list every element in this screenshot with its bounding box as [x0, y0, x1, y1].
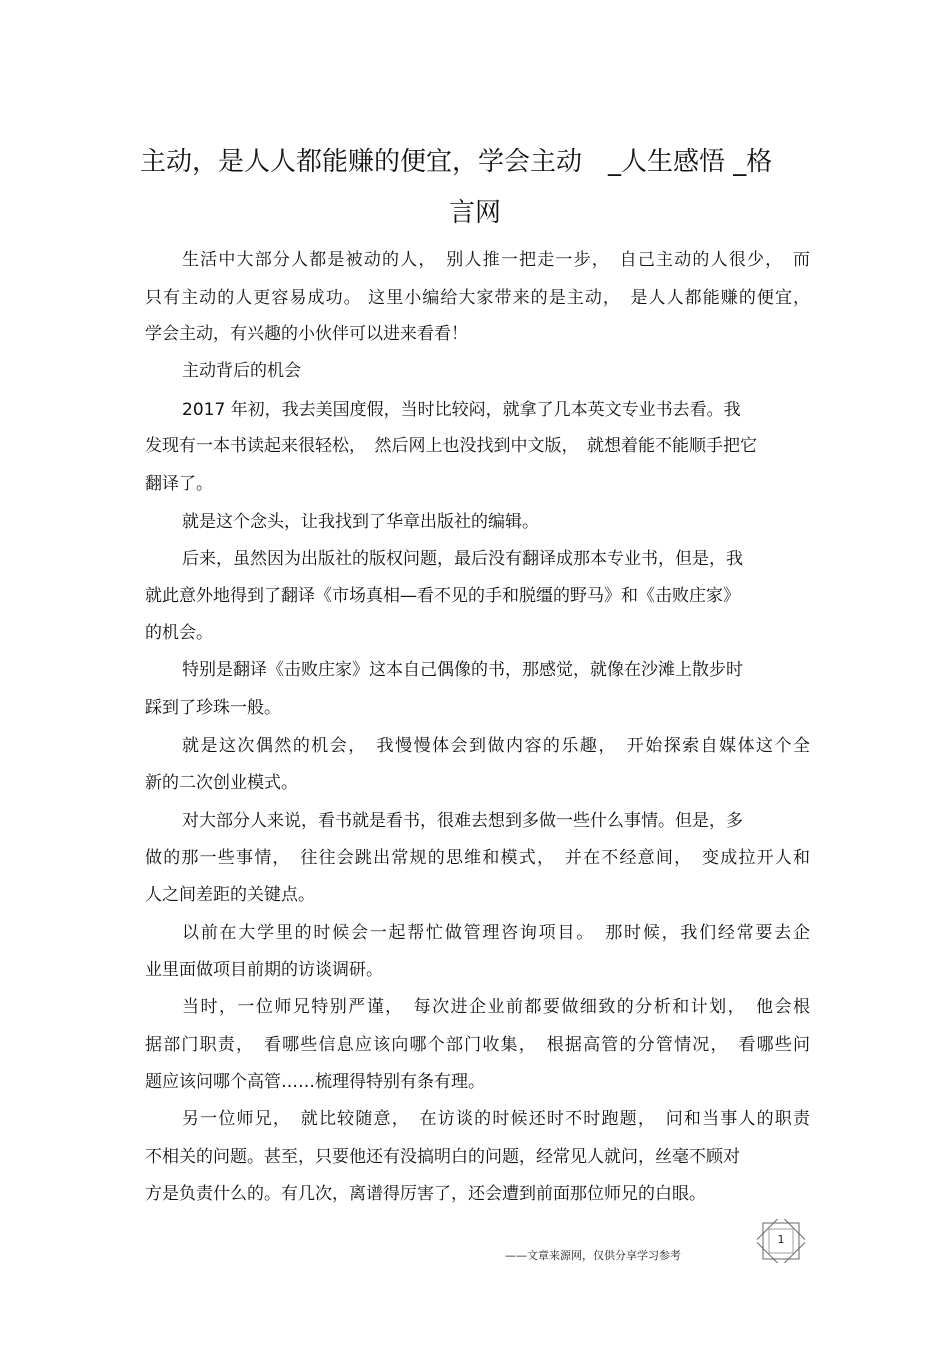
document-title-line-2: 言网 [448, 198, 501, 228]
body-line: 据部门职责， 看哪些信息应该向哪个部门收集， 根据高管的分管情况， 看哪些问 [145, 1035, 810, 1055]
body-line: 另一位师兄， 就比较随意， 在访谈的时候还时不时跑题， 问和当事人的职责 [182, 1109, 810, 1129]
body-line: 就此意外地得到了翻译《市场真相—看不见的手和脱缰的野马》和《击败庄家》 [145, 586, 740, 606]
body-line: 业里面做项目前期的访谈调研。 [145, 960, 383, 980]
body-line: 生活中大部分人都是被动的人， 别人推一把走一步， 自己主动的人很少， 而 [182, 250, 810, 270]
body-line: 题应该问哪个高管……梳理得特别有条有理。 [145, 1072, 485, 1092]
body-line: 学会主动，有兴趣的小伙伴可以进来看看！ [145, 324, 468, 344]
body-line: 方是负责什么的。有几次，离谱得厉害了，还会遭到前面那位师兄的白眼。 [145, 1184, 706, 1204]
section-heading: 主动背后的机会 [182, 361, 301, 381]
page-number: 1 [777, 1233, 785, 1246]
body-line: 不相关的问题。甚至，只要他还有没搞明白的问题，经常见人就问，丝毫不顾对 [145, 1147, 740, 1167]
body-line: 做的那一些事情， 往往会跳出常规的思维和模式， 并在不经意间， 变成拉开人和 [145, 848, 810, 868]
body-line: 新的二次创业模式。 [145, 773, 298, 793]
body-line: 对大部分人来说，看书就是看书，很难去想到多做一些什么事情。但是，多 [182, 811, 743, 831]
body-line: 2017 年初，我去美国度假，当时比较闷，就拿了几本英文专业书去看。我 [182, 400, 741, 420]
body-line: 就是这次偶然的机会， 我慢慢体会到做内容的乐趣， 开始探索自媒体这个全 [182, 736, 810, 756]
body-line: 后来，虽然因为出版社的版权问题，最后没有翻译成那本专业书，但是，我 [182, 549, 743, 569]
body-line: 只有主动的人更容易成功。 这里小编给大家带来的是主动， 是人人都能赚的便宜， [145, 288, 810, 308]
source-note: ——文章来源网，仅供分享学习参考 [505, 1249, 681, 1262]
body-line: 特别是翻译《击败庄家》这本自己偶像的书，那感觉，就像在沙滩上散步时 [182, 660, 743, 680]
body-line: 以前在大学里的时候会一起帮忙做管理咨询项目。 那时候，我们经常要去企 [182, 923, 810, 943]
body-line: 翻译了。 [145, 474, 213, 494]
body-line: 踩到了珍珠一般。 [145, 698, 281, 718]
body-line: 发现有一本书读起来很轻松， 然后网上也没找到中文版， 就想着能不能顺手把它 [145, 436, 757, 456]
body-line: 的机会。 [145, 623, 213, 643]
body-line: 当时，一位师兄特别严谨， 每次进企业前都要做细致的分析和计划， 他会根 [182, 997, 810, 1017]
body-line: 人之间差距的关键点。 [145, 885, 315, 905]
document-title-line-1: 主动，是人人都能赚的便宜，学会主动 _人生感悟 _格 [140, 147, 773, 177]
body-line: 就是这个念头，让我找到了华章出版社的编辑。 [182, 512, 539, 532]
page-number-badge [757, 1219, 805, 1263]
